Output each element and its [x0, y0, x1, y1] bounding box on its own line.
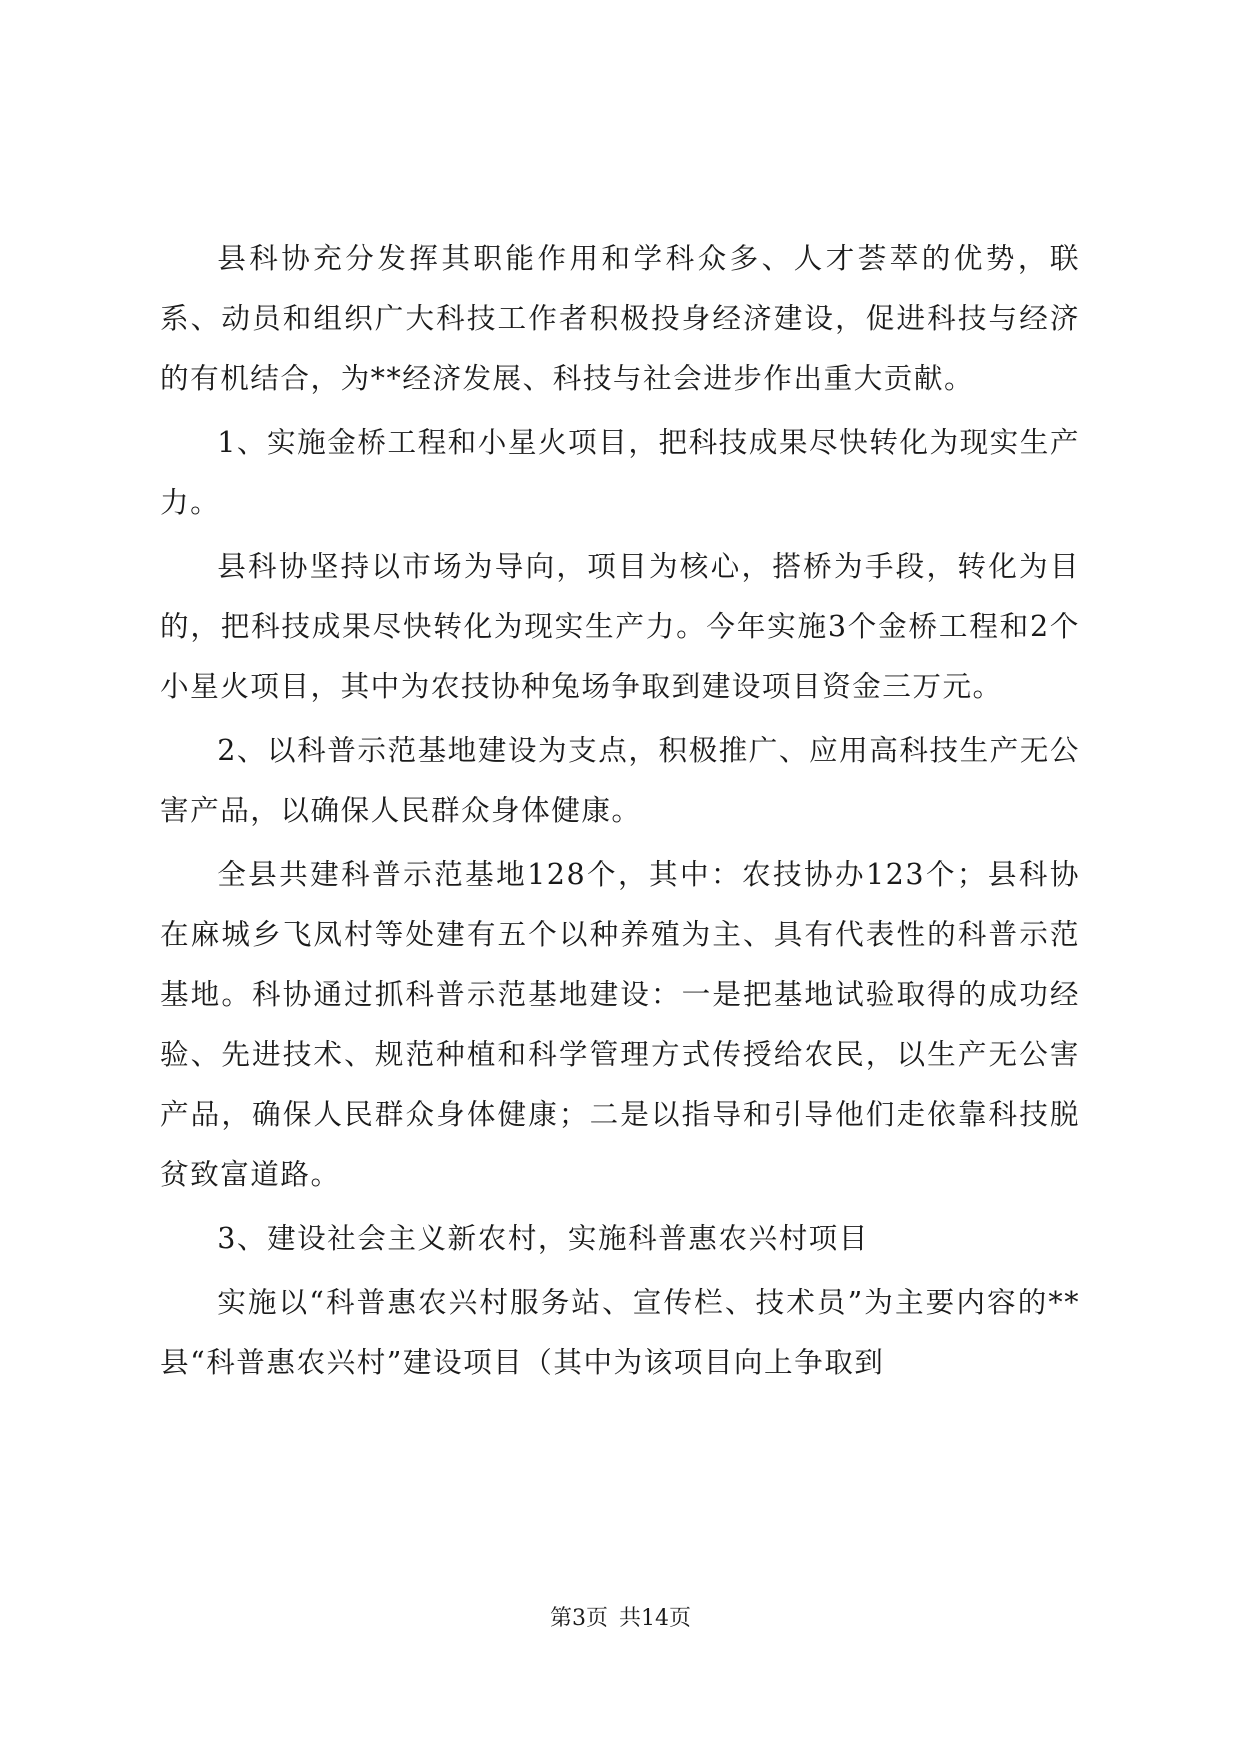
- document-body: [160, 228, 1080, 1396]
- paragraph-heading-2: 2、以科普示范基地建设为支点，积极推广、应用高科技生产无公害产品，以确保人民群众身体健康。: [160, 733, 1080, 827]
- paragraph-heading-1: 1、实施金桥工程和小星火项目，把科技成果尽快转化为现实生产力。: [160, 425, 1080, 519]
- paragraph-intro: 县科协充分发挥其职能作用和学科众多、人才荟萃的优势，联系、动员和组织广大科技工作者积极投身经济建设，促进科技与经济的有机结合，为**经济发展、科技与社会进步作出重大贡献。: [160, 241, 1080, 395]
- paragraph-project: 实施以“科普惠农兴村服务站、宣传栏、技术员”为主要内容的**县“科普惠农兴村”建设项目（其中为该项目向上争取到: [160, 1285, 1080, 1379]
- page-number: 第3页: [550, 1606, 608, 1631]
- page-total: 共14页: [619, 1606, 691, 1631]
- paragraph-heading-3: 3、建设社会主义新农村，实施科普惠农兴村项目: [217, 1221, 869, 1255]
- paragraph-base: 全县共建科普示范基地128个，其中：农技协办123个；县科协在麻城乡飞凤村等处建有五个以种养殖为主、具有代表性的科普示范基地。科协通过抓科普示范基地建设：一是把基地试验取得的成功经验、先进技术、规范种植和科学管理方式传授给农民，以生产无公害产品，确保人民群众身体健康；二是以指导和引导他们走依靠科技脱贫致富道路。: [160, 857, 1080, 1191]
- page-footer: [0, 1604, 1241, 1634]
- paragraph-jinqiao: 县科协坚持以市场为导向，项目为核心，搭桥为手段，转化为目的，把科技成果尽快转化为现实生产力。今年实施3个金桥工程和2个小星火项目，其中为农技协种兔场争取到建设项目资金三万元。: [160, 549, 1080, 703]
